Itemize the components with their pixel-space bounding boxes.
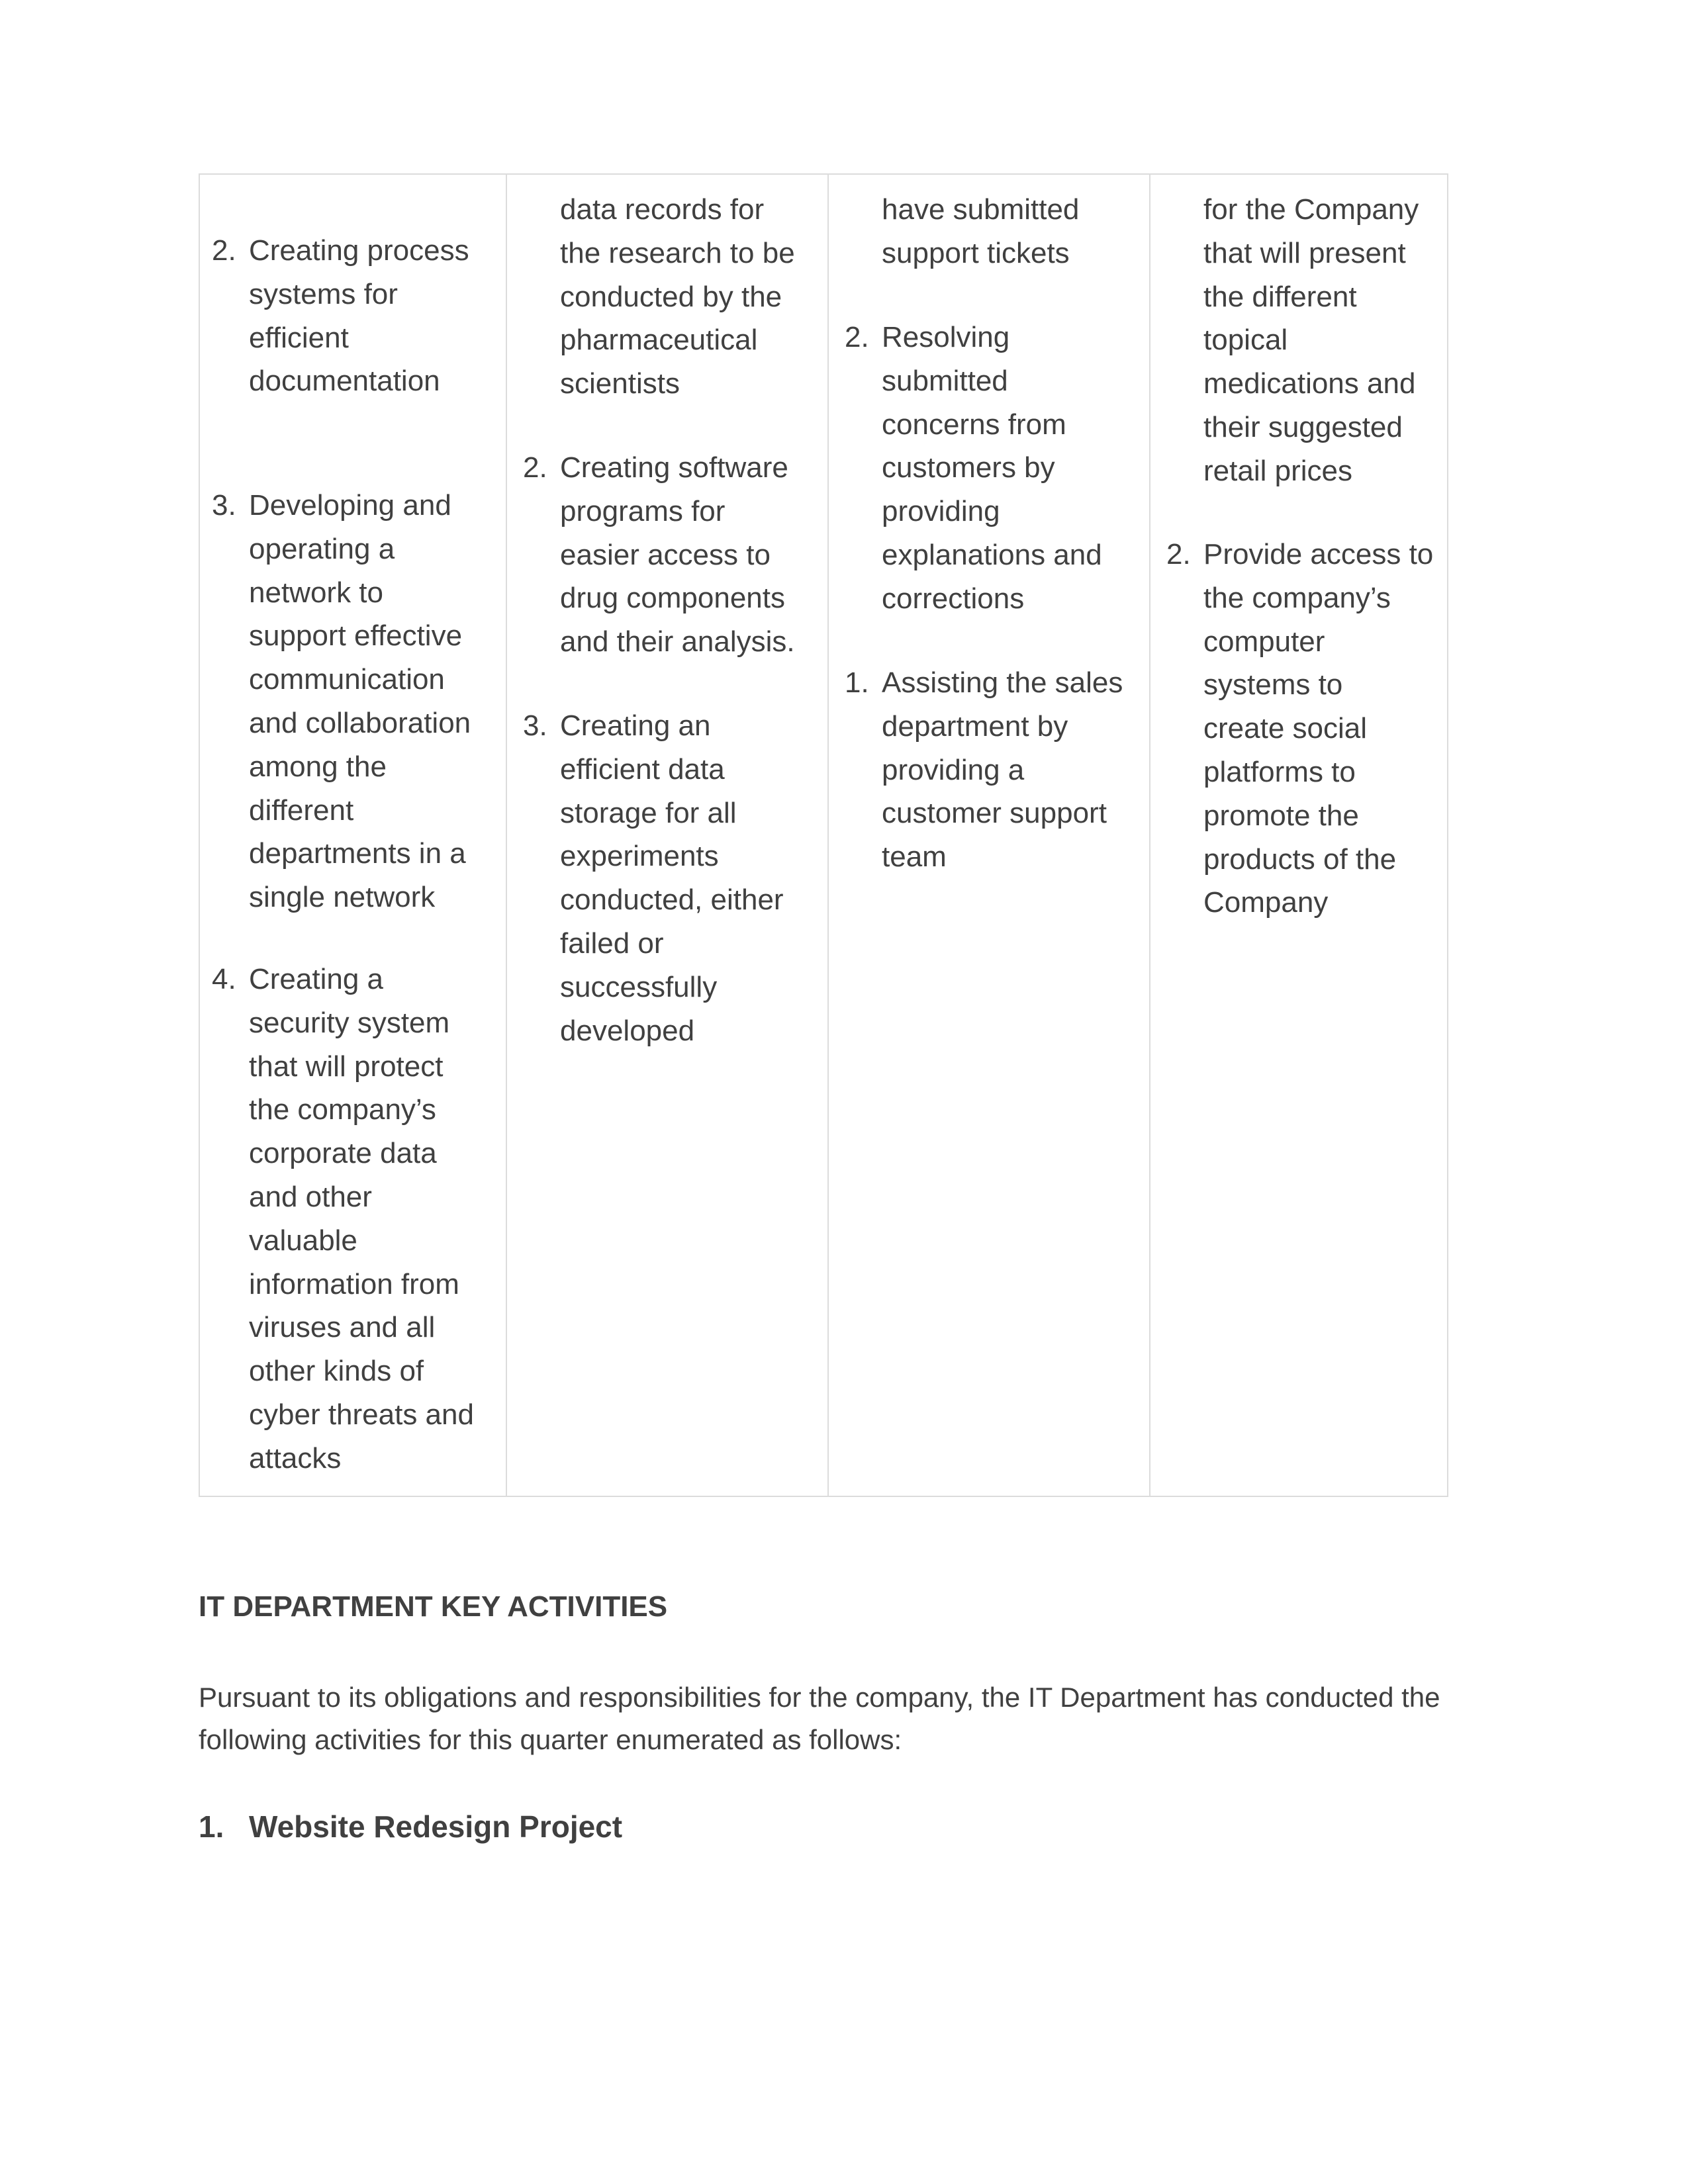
table-list-item: [845, 661, 1149, 879]
table-list-item: [1166, 188, 1448, 493]
section-paragraph: Pursuant to its obligations and responsibilities for the company, the IT Department has conducted the following activities for this quarter enumerated as follows:: [199, 1682, 1440, 1755]
column-divider: [506, 175, 507, 1496]
list-item-text: Creating a security system that will protect the company’s corporate data and other valuable information from viruses and all other kinds of cyber threats and attacks: [249, 963, 474, 1475]
activities-table: [199, 173, 1448, 1497]
list-number: 3.: [212, 489, 236, 522]
list-item-text: for the Company that will present the different topical medications and their suggested retail prices: [1203, 193, 1419, 487]
list-number: 2.: [1166, 538, 1191, 570]
list-number: 1.: [845, 666, 869, 699]
list-item-text: Assisting the sales department by providing a customer support team: [882, 666, 1123, 874]
list-number: 4.: [212, 963, 236, 995]
table-list-item: [845, 316, 1149, 621]
subheading-text: Website Redesign Project: [249, 1809, 623, 1844]
list-number: 2.: [845, 321, 869, 353]
list-number: 3.: [523, 709, 547, 742]
table-list-item: [523, 188, 827, 406]
subheading-number: 1.: [199, 1809, 224, 1844]
column-divider: [1149, 175, 1150, 1496]
section-heading: IT DEPARTMENT KEY ACTIVITIES: [199, 1590, 668, 1623]
list-item-text: data records for the research to be conducted by the pharmaceutical scientists: [560, 193, 795, 400]
column-divider: [827, 175, 829, 1496]
table-list-item: [523, 446, 827, 664]
table-list-item: [845, 188, 1149, 275]
list-item-text: have submitted support tickets: [882, 193, 1080, 269]
list-item-text: Resolving submitted concerns from customers by providing explanations and corrections: [882, 321, 1102, 615]
list-item-text: Creating software programs for easier access to drug components and their analysis.: [560, 451, 795, 659]
table-list-item: [212, 484, 503, 919]
list-number: 2.: [212, 234, 236, 267]
list-item-text: Creating process systems for efficient documentation: [249, 234, 469, 398]
list-item-text: Creating an efficient data storage for all experiments conducted, either failed or successfully developed: [560, 709, 784, 1047]
table-list-item: [1166, 533, 1448, 925]
table-list-item: [212, 229, 503, 403]
list-item-text: Provide access to the company’s computer systems to create social platforms to promote the products of the Company: [1203, 538, 1434, 919]
table-list-item: [523, 704, 827, 1052]
list-item-text: Developing and operating a network to support effective communication and collaboration among the different departments in a single network: [249, 489, 471, 914]
table-list-item: [212, 958, 503, 1480]
list-number: 2.: [523, 451, 547, 484]
